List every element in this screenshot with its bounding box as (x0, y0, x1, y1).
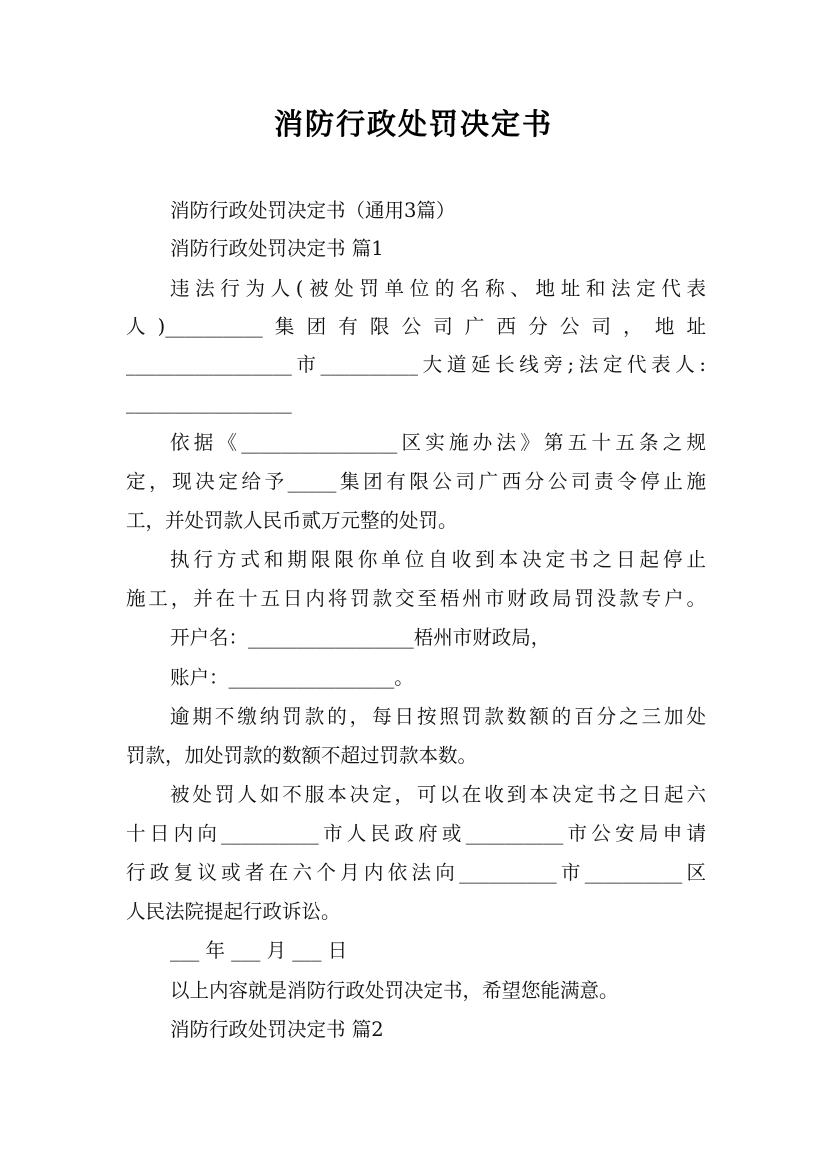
paragraph-line: 罚款，加处罚款的数额不超过罚款本数。 (126, 744, 478, 767)
paragraph-line: 账户：_________________。 (170, 666, 414, 689)
section-heading-1: 消防行政处罚决定书 篇1 (170, 237, 384, 260)
document-title: 消防行政处罚决定书 (273, 107, 553, 141)
paragraph-line: _________________市__________大道延长线旁;法定代表人: (126, 353, 706, 376)
paragraph-line: 执行方式和期限限你单位自收到本决定书之日起停止 (170, 548, 706, 571)
paragraph-line: 施工，并在十五日内将罚款交至梧州市财政局罚没款专户。 (126, 587, 706, 610)
paragraph-line: 行政复议或者在六个月内依法向__________市__________区 (126, 861, 706, 884)
paragraph-line: 依据《________________区实施办法》第五十五条之规 (170, 431, 706, 454)
paragraph-line: 被处罚人如不服本决定，可以在收到本决定书之日起六 (170, 783, 706, 806)
paragraph-line: 人民法院提起行政诉讼。 (126, 900, 341, 923)
paragraph-line: 逾期不缴纳罚款的，每日按照罚款数额的百分之三加处 (170, 705, 706, 728)
section-heading-2: 消防行政处罚决定书 篇2 (170, 1018, 384, 1041)
paragraph-line: 违法行为人(被处罚单位的名称、地址和法定代表 (170, 277, 706, 300)
paragraph-line: 人)__________集团有限公司广西分公司，地址 (126, 315, 706, 338)
paragraph-line: 工，并处罚款人民币贰万元整的处罚。 (126, 509, 458, 532)
paragraph-line: 以上内容就是消防行政处罚决定书，希望您能满意。 (170, 979, 619, 1002)
paragraph-line: 十日内向__________市人民政府或__________市公安局申请 (126, 822, 706, 845)
date-line: ___ 年 ___ 月 ___ 日 (170, 939, 348, 962)
paragraph-line: 定，现决定给予_____集团有限公司广西分公司责令停止施 (126, 470, 706, 493)
paragraph-line: _________________ (126, 391, 292, 414)
paragraph-line: 开户名：_________________梧州市财政局， (170, 626, 551, 649)
subtitle-line: 消防行政处罚决定书（通用3篇） (170, 199, 456, 222)
